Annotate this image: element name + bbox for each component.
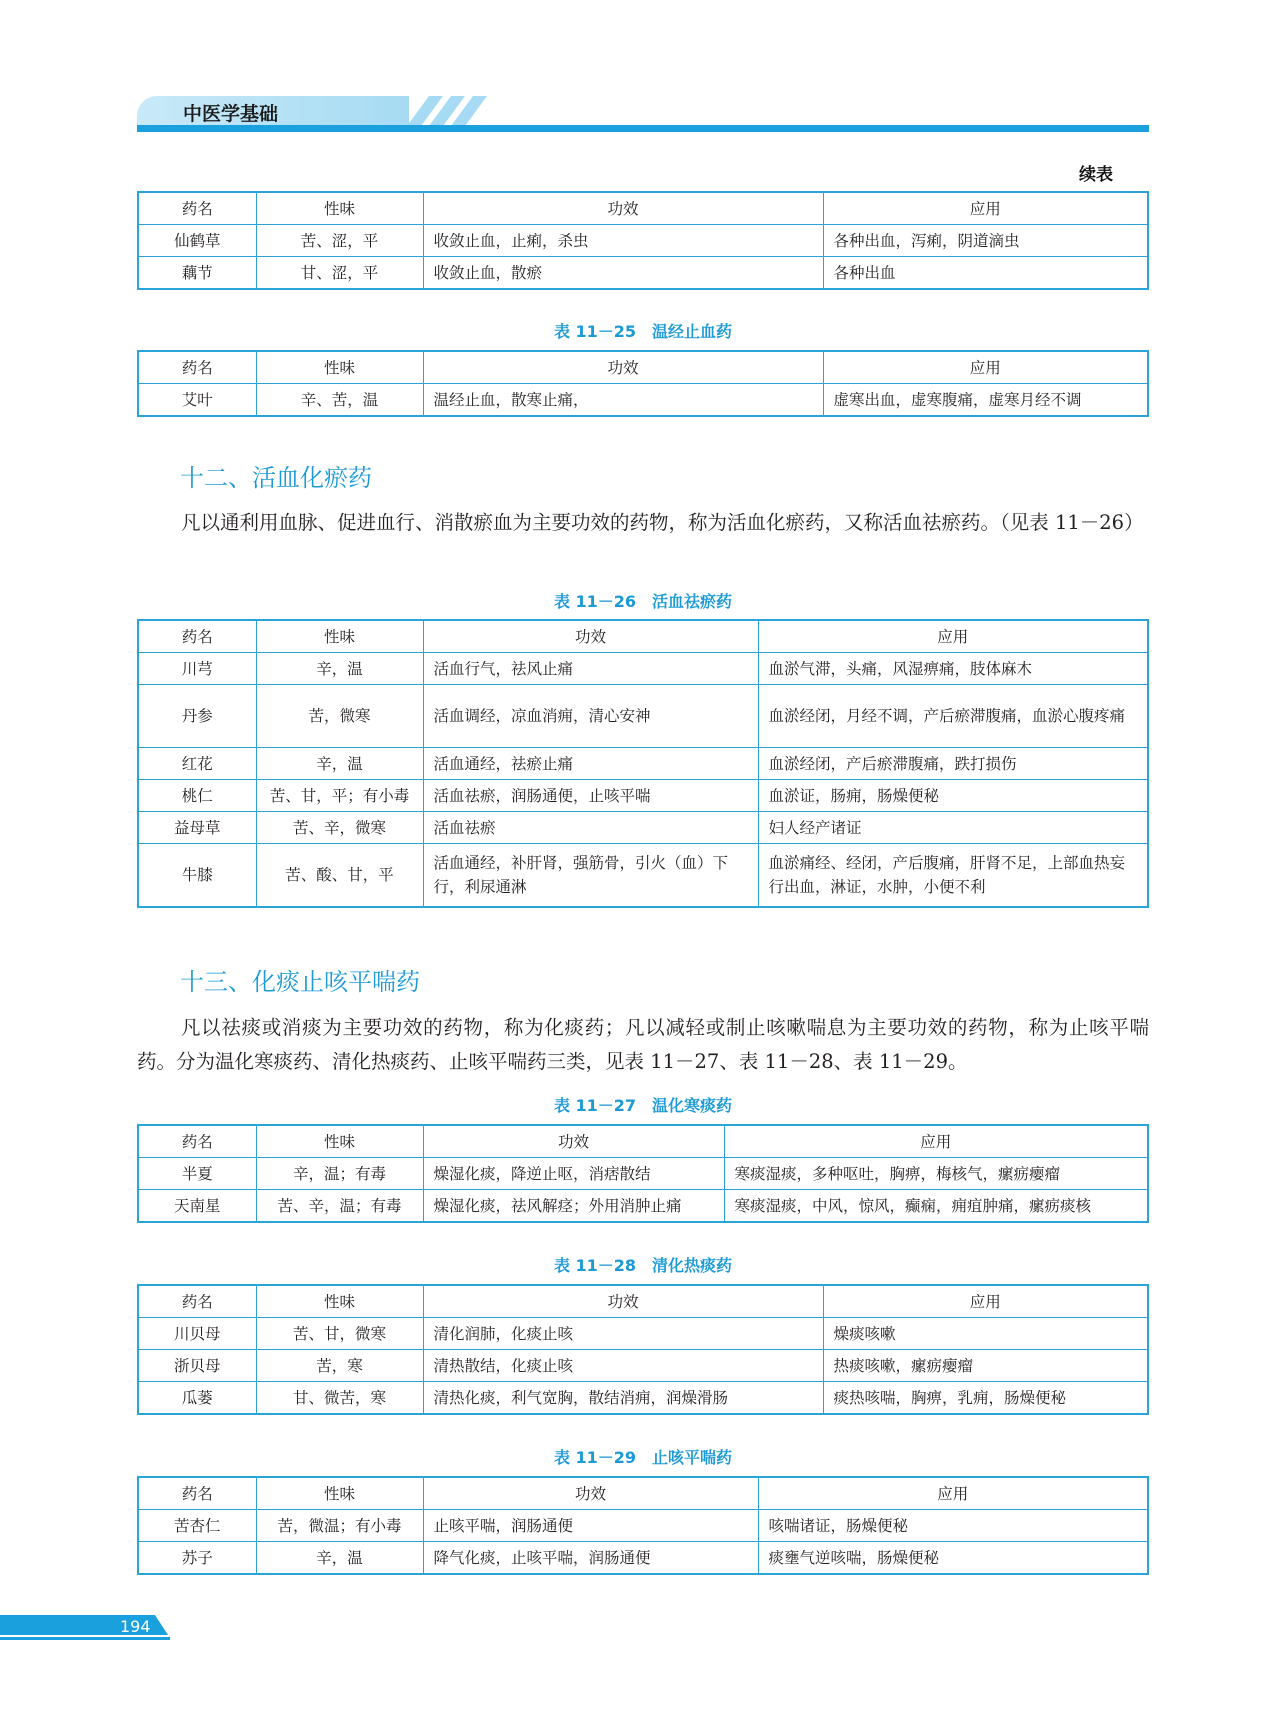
cell: 牛膝 [138,844,256,908]
header-cell: 应用 [823,192,1148,225]
cell: 苦、辛，微寒 [256,812,423,844]
header-cell: 应用 [823,351,1148,384]
cell: 活血通经，祛瘀止痛 [423,748,758,780]
table-row [138,1158,1148,1190]
cell: 活血通经，补肝肾，强筋骨，引火（血）下行，利尿通淋 [423,844,758,908]
cell: 瓜蒌 [138,1382,256,1415]
header-cell: 功效 [423,1285,823,1318]
cell: 寒痰湿痰，多种呕吐，胸痹，梅核气，瘰疬瘿瘤 [724,1158,1148,1190]
table-11-28 [137,1284,1149,1415]
header-cell: 药名 [138,351,256,384]
table-row [138,1382,1148,1415]
cell: 血淤证，肠痈，肠燥便秘 [758,780,1148,812]
cell: 痰热咳喘，胸痹，乳痈，肠燥便秘 [823,1382,1148,1415]
table-row [138,384,1148,417]
table-header-row [138,1477,1148,1510]
cell: 苦，微温；有小毒 [256,1510,423,1542]
cell: 燥湿化痰，降逆止呕，消痞散结 [423,1158,724,1190]
table-row [138,844,1148,908]
header-cell: 应用 [758,620,1148,653]
cell: 活血祛瘀 [423,812,758,844]
header-cell: 药名 [138,1285,256,1318]
header-rule [137,125,1149,132]
cell: 清热化痰，利气宽胸，散结消痈，润燥滑肠 [423,1382,823,1415]
table-row [138,257,1148,290]
table-caption: 表 11－26 活血祛瘀药 [553,592,733,611]
cell: 浙贝母 [138,1350,256,1382]
cell: 半夏 [138,1158,256,1190]
cell: 活血行气，祛风止痛 [423,653,758,685]
header-cell: 药名 [138,192,256,225]
continued-label: 续表 [1079,165,1113,185]
cell: 益母草 [138,812,256,844]
cell: 止咳平喘，润肠通便 [423,1510,758,1542]
table-row [138,1350,1148,1382]
cell: 红花 [138,748,256,780]
cell: 苦、酸、甘，平 [256,844,423,908]
section-paragraph: 凡以祛痰或消痰为主要功效的药物，称为化痰药；凡以减轻或制止咳嗽喘息为主要功效的药物，称为止咳平喘药。分为温化寒痰药、清化热痰药、止咳平喘药三类，见表 11－27、表 11－28、表 11－29。 [137,1016,1149,1073]
cell: 苦、甘，微寒 [256,1318,423,1350]
section-heading: 十三、化痰止咳平喘药 [180,968,420,996]
cell: 苦，微寒 [256,685,423,748]
cell: 血淤气滞，头痛，风湿痹痛，肢体麻木 [758,653,1148,685]
header-cell: 性味 [256,1285,423,1318]
cell: 甘、微苦，寒 [256,1382,423,1415]
table-header-row [138,351,1148,384]
cell: 苦，寒 [256,1350,423,1382]
cell: 各种出血，泻痢，阴道滴虫 [823,225,1148,257]
cell: 丹参 [138,685,256,748]
cell: 咳喘诸证，肠燥便秘 [758,1510,1148,1542]
header-title: 中医学基础 [137,96,409,132]
table-header-row [138,620,1148,653]
cell: 血淤经闭，产后瘀滞腹痛，跌打损伤 [758,748,1148,780]
header-cell: 功效 [423,351,823,384]
table-caption: 表 11－29 止咳平喘药 [553,1448,733,1467]
table-caption: 表 11－28 清化热痰药 [553,1256,733,1275]
header-cell: 应用 [758,1477,1148,1510]
cell: 苏子 [138,1542,256,1575]
table-row [138,1318,1148,1350]
table-header-row [138,192,1148,225]
header-cell: 性味 [256,351,423,384]
header-cell: 性味 [256,192,423,225]
cell: 收敛止血，散瘀 [423,257,823,290]
table-row [138,812,1148,844]
cell: 痰壅气逆咳喘，肠燥便秘 [758,1542,1148,1575]
header-cell: 药名 [138,1477,256,1510]
header-cell: 功效 [423,1477,758,1510]
cell: 辛，温 [256,1542,423,1575]
cell: 辛，温 [256,748,423,780]
header-cell: 性味 [256,620,423,653]
cell: 燥湿化痰，祛风解痉；外用消肿止痛 [423,1190,724,1223]
section-paragraph: 凡以通利用血脉、促进血行、消散瘀血为主要功效的药物，称为活血化瘀药，又称活血祛瘀药。（见表 11－26） [181,511,1144,534]
header-cell: 应用 [823,1285,1148,1318]
table-caption: 表 11－25 温经止血药 [553,322,733,341]
cell: 苦、甘，平；有小毒 [256,780,423,812]
table-11-26 [137,619,1149,908]
cell: 仙鹤草 [138,225,256,257]
table-row [138,1542,1148,1575]
cell: 清化润肺，化痰止咳 [423,1318,823,1350]
table-row [138,1510,1148,1542]
table-row [138,748,1148,780]
header-cell: 性味 [256,1477,423,1510]
cell: 川贝母 [138,1318,256,1350]
section-heading: 十二、活血化瘀药 [180,464,372,492]
table-row [138,685,1148,748]
cell: 甘、涩，平 [256,257,423,290]
cell: 活血祛瘀，润肠通便，止咳平喘 [423,780,758,812]
table-header-row [138,1285,1148,1318]
page-number: 194 [120,1617,151,1636]
page-header [137,96,1149,132]
table-row [138,653,1148,685]
cell: 清热散结，化痰止咳 [423,1350,823,1382]
header-cell: 功效 [423,1125,724,1158]
cell: 艾叶 [138,384,256,417]
table-row [138,780,1148,812]
cell: 活血调经，凉血消痈，清心安神 [423,685,758,748]
cell: 辛、苦，温 [256,384,423,417]
table-continued [137,191,1149,290]
cell: 温经止血，散寒止痛， [423,384,823,417]
header-cell: 性味 [256,1125,423,1158]
header-cell: 药名 [138,620,256,653]
table-11-27 [137,1124,1149,1223]
table-row [138,1190,1148,1223]
table-11-25 [137,350,1149,417]
table-header-row [138,1125,1148,1158]
cell: 虚寒出血，虚寒腹痛，虚寒月经不调 [823,384,1148,417]
cell: 各种出血 [823,257,1148,290]
header-cell: 功效 [423,192,823,225]
cell: 燥痰咳嗽 [823,1318,1148,1350]
cell: 藕节 [138,257,256,290]
cell: 辛，温；有毒 [256,1158,423,1190]
header-cell: 药名 [138,1125,256,1158]
table-caption: 表 11－27 温化寒痰药 [553,1096,733,1115]
cell: 热痰咳嗽，瘰疬瘿瘤 [823,1350,1148,1382]
cell: 桃仁 [138,780,256,812]
cell: 寒痰湿痰，中风，惊风，癫痫，痈疽肿痛，瘰疬痰核 [724,1190,1148,1223]
header-cell: 应用 [724,1125,1148,1158]
cell: 苦、辛，温；有毒 [256,1190,423,1223]
cell: 苦、涩，平 [256,225,423,257]
cell: 辛，温 [256,653,423,685]
cell: 降气化痰，止咳平喘，润肠通便 [423,1542,758,1575]
header-cell: 功效 [423,620,758,653]
cell: 苦杏仁 [138,1510,256,1542]
cell: 收敛止血，止痢，杀虫 [423,225,823,257]
cell: 川芎 [138,653,256,685]
cell: 血淤经闭，月经不调，产后瘀滞腹痛，血淤心腹疼痛 [758,685,1148,748]
table-row [138,225,1148,257]
cell: 血淤痛经、经闭，产后腹痛，肝肾不足，上部血热妄行出血，淋证，水肿，小便不利 [758,844,1148,908]
table-11-29 [137,1476,1149,1575]
cell: 天南星 [138,1190,256,1223]
cell: 妇人经产诸证 [758,812,1148,844]
